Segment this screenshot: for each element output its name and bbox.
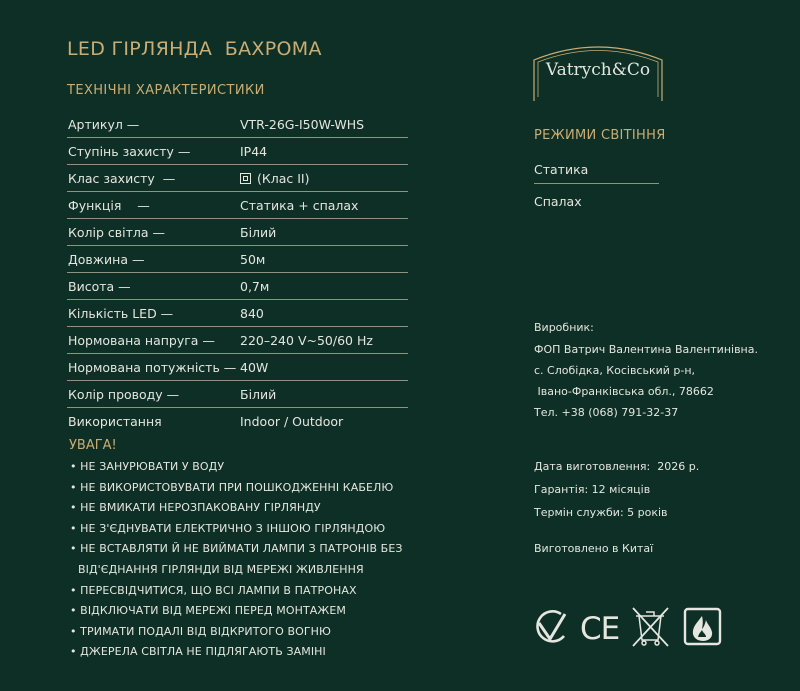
warning-item: ВІД'ЄДНАННЯ ГІРЛЯНДИ ВІД МЕРЕЖІ ЖИВЛЕННЯ xyxy=(78,562,364,576)
spec-row-function xyxy=(67,192,408,219)
spec-value: 0,7м xyxy=(240,279,270,294)
specs-heading: ТЕХНІЧНІ ХАРАКТЕРИСТИКИ xyxy=(67,83,265,98)
manufacturer-phone: Тел. +38 (068) 791-32-37 xyxy=(534,406,679,419)
spec-label: Довжина — xyxy=(68,252,145,267)
spec-value: 50м xyxy=(240,252,266,267)
warning-item: • ДЖЕРЕЛА СВІТЛА НЕ ПІДЛЯГАЮТЬ ЗАМІНІ xyxy=(70,645,326,659)
warning-heading: УВАГА! xyxy=(69,438,117,453)
warning-item: • НЕ ВИКОРИСТОВУВАТИ ПРИ ПОШКОДЖЕННІ КАБЕЛЮ xyxy=(70,480,394,494)
brand-name: Vatrych&Co xyxy=(545,60,651,80)
spec-label: Артикул — xyxy=(68,117,140,132)
spec-value: 840 xyxy=(240,306,264,321)
spec-label: Нормована потужність — xyxy=(68,360,237,375)
mode-static: Статика xyxy=(534,162,589,177)
warning-item: • ПЕРЕСВІДЧИТИСЯ, ЩО ВСІ ЛАМПИ В ПАТРОНАХ xyxy=(70,583,357,597)
spec-row-usage xyxy=(67,408,408,434)
weee-bin-icon xyxy=(633,608,668,646)
spec-label: Клас захисту — xyxy=(68,171,176,186)
spec-label: Колір світла — xyxy=(68,225,166,240)
spec-row-article xyxy=(67,111,408,138)
spec-label: Висота — xyxy=(68,279,131,294)
spec-row-power xyxy=(67,354,408,381)
spec-value: (Клас II) xyxy=(257,171,310,186)
manufacturer-address-2: Івано-Франківська обл., 78662 xyxy=(534,385,714,398)
warning-item: • НЕ ЗАНУРЮВАТИ У ВОДУ xyxy=(70,460,225,473)
brand-logo xyxy=(533,40,663,102)
spec-row-wire-color xyxy=(67,381,408,408)
warning-item: • НЕ З'ЄДНУВАТИ ЕЛЕКТРИЧНО З ІНШОЮ ГІРЛЯНДОЮ xyxy=(70,521,386,535)
warning-list xyxy=(70,460,403,666)
certification-marks xyxy=(533,606,723,648)
class-ii-icon xyxy=(240,173,251,184)
service-life: Термін служби: 5 років xyxy=(534,506,668,519)
spec-value: 220–240 V~50/60 Hz xyxy=(240,333,373,348)
spec-value: Білий xyxy=(240,225,277,240)
specs-table xyxy=(67,111,408,434)
spec-row-height xyxy=(67,273,408,300)
spec-label: Нормована напруга — xyxy=(68,333,215,348)
manufacturer-label: Виробник: xyxy=(534,321,594,334)
spec-label: Ступінь захисту — xyxy=(68,144,191,159)
warranty: Гарантія: 12 місяців xyxy=(534,483,651,496)
spec-label: Кількість LED — xyxy=(68,306,174,321)
spec-row-protection-degree xyxy=(67,138,408,165)
warning-item: • ТРИМАТИ ПОДАЛІ ВІД ВІДКРИТОГО ВОГНЮ xyxy=(70,624,332,638)
spec-row-light-color xyxy=(67,219,408,246)
ce-mark-icon: CE xyxy=(580,611,620,647)
spec-label: Колір проводу — xyxy=(68,387,180,402)
flammable-icon xyxy=(685,609,720,644)
warning-item: • ВІДКЛЮЧАТИ ВІД МЕРЕЖІ ПЕРЕД МОНТАЖЕМ xyxy=(70,604,346,618)
warning-item: • НЕ ВСТАВЛЯТИ Й НЕ ВИЙМАТИ ЛАМПИ З ПАТРОНІВ БЕЗ xyxy=(70,542,403,556)
ua-certification-icon xyxy=(538,611,565,641)
warning-item: • НЕ ВМИКАТИ НЕРОЗПАКОВАНУ ГІРЛЯНДУ xyxy=(70,501,321,515)
spec-row-led-count xyxy=(67,300,408,327)
spec-value: Білий xyxy=(240,387,277,402)
production-date: Дата виготовлення: 2026 р. xyxy=(534,460,700,473)
spec-label: Функція — xyxy=(68,198,150,213)
spec-row-protection-class xyxy=(67,165,408,192)
spec-value: IP44 xyxy=(240,144,268,159)
product-title: LED ГІРЛЯНДА БАХРОМА xyxy=(67,38,322,60)
mode-divider xyxy=(534,183,659,184)
modes-heading: РЕЖИМИ СВІТІННЯ xyxy=(534,128,666,143)
spec-value: Indoor / Outdoor xyxy=(240,414,344,429)
spec-label: Використання xyxy=(68,414,162,429)
manufacturer-address-1: с. Слобідка, Косівський р-н, xyxy=(534,364,696,377)
spec-value: Статика + спалах xyxy=(240,198,359,213)
spec-row-voltage xyxy=(67,327,408,354)
spec-value-class xyxy=(240,171,310,186)
mode-flash: Спалах xyxy=(534,194,582,209)
spec-row-length xyxy=(67,246,408,273)
made-in: Виготовлено в Китаї xyxy=(534,542,654,555)
spec-value: VTR-26G-I50W-WHS xyxy=(240,117,365,132)
spec-value: 40W xyxy=(240,360,269,375)
manufacturer-name: ФОП Ватрич Валентина Валентинівна. xyxy=(534,343,758,356)
